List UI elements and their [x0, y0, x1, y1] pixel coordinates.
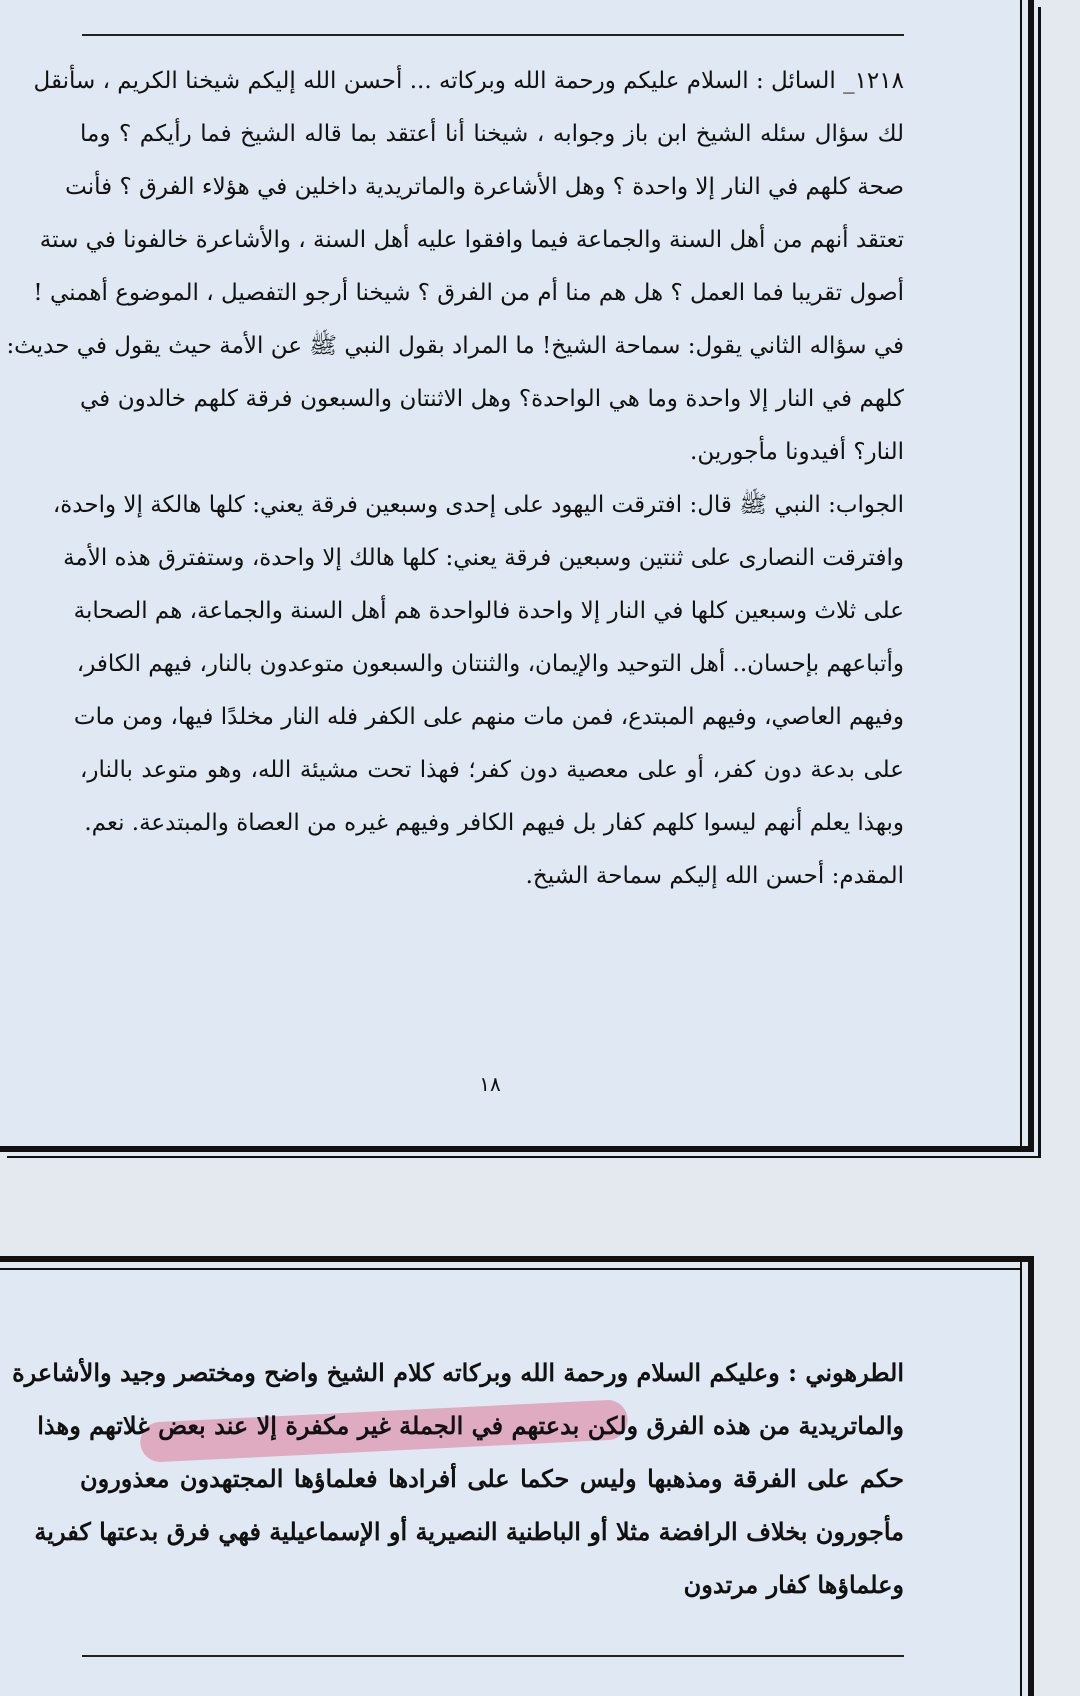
commentary-line: والماتريدية من هذه الفرق ولكن بدعتهم في الجملة غير مكفرة إلا عند بعض غلاتهم وهذا — [37, 1411, 904, 1440]
answer-line: وافترقت النصارى على ثنتين وسبعين فرقة يعني: كلها هالك إلا واحدة، وستفترق هذه الأمة — [63, 545, 904, 571]
bottom-rule — [82, 1655, 904, 1657]
commentary-line: الطرهوني : وعليكم السلام ورحمة الله وبركاته كلام الشيخ واضح ومختصر وجيد والأشاعرة — [12, 1358, 904, 1387]
commentary-line: مأجورون بخلاف الرافضة مثلا أو الباطنية النصيرية أو الإسماعيلية فهي فرق بدعتها كفرية — [34, 1517, 904, 1546]
question-line: كلهم في النار إلا واحدة وما هي الواحدة؟ وهل الاثنتان والسبعون فرقة كلهم خالدون في — [80, 386, 904, 412]
question-line: النار؟ أفيدونا مأجورين. — [690, 439, 904, 465]
answer-line: وفيهم العاصي، وفيهم المبتدع، فمن مات منهم على الكفر فله النار مخلدًا فيها، ومن مات — [73, 704, 904, 730]
page-number: ١٨ — [479, 1072, 501, 1096]
answer-line: وأتباعهم بإحسان.. أهل التوحيد والإيمان، والثنتان والسبعون متوعدون بالنار، فيهم الكافر، — [76, 651, 904, 677]
question-line: في سؤاله الثاني يقول: سماحة الشيخ! ما المراد بقول النبي ﷺ عن الأمة حيث يقول في حديث: — [6, 333, 904, 359]
page-gap — [0, 1158, 1080, 1250]
answer-line: الجواب: النبي ﷺ قال: افترقت اليهود على إحدى وسبعين فرقة يعني: كلها هالكة إلا واحدة، — [52, 492, 904, 518]
question-line: ١٢١٨_ السائل : السلام عليكم ورحمة الله وبركاته ... أحسن الله إليكم شيخنا الكريم ، سأنقل — [33, 68, 904, 94]
commentary-line: حكم على الفرقة ومذهبها وليس حكما على أفرادها فعلماؤها المجتهدون معذورون — [80, 1464, 904, 1493]
answer-line: وبهذا يعلم أنهم ليسوا كلهم كفار بل فيهم الكافر وفيهم غيره من العصاة والمبتدعة. نعم. — [84, 810, 904, 836]
question-line: صحة كلهم في النار إلا واحدة ؟ وهل الأشاعرة والماتريدية داخلين في هؤلاء الفرق ؟ فأنت — [65, 174, 904, 200]
question-answer-text — [6, 55, 904, 903]
answer-line: على بدعة دون كفر، أو على معصية دون كفر؛ فهذا تحت مشيئة الله، وهو متوعد بالنار، — [80, 757, 904, 783]
commentary-line: وعلماؤها كفار مرتدون — [683, 1570, 904, 1599]
commentary-text — [12, 1346, 904, 1611]
question-line: أصول تقريبا فما العمل ؟ هل هم منا أم من الفرق ؟ شيخنا أرجو التفصيل ، الموضوع أهمني ! — [33, 280, 904, 306]
top-rule — [82, 34, 904, 36]
answer-line: المقدم: أحسن الله إليكم سماحة الشيخ. — [525, 863, 904, 889]
answer-line: على ثلاث وسبعين كلها في النار إلا واحدة فالواحدة هم أهل السنة والجماعة، هم الصحابة — [73, 598, 904, 624]
question-line: تعتقد أنهم من أهل السنة والجماعة فيما وافقوا عليه أهل السنة ، والأشاعرة خالفونا في ستة — [39, 227, 904, 253]
question-line: لك سؤال سئله الشيخ ابن باز وجوابه ، شيخنا أنا أعتقد بما قاله الشيخ فما رأيكم ؟ وما — [80, 121, 904, 147]
